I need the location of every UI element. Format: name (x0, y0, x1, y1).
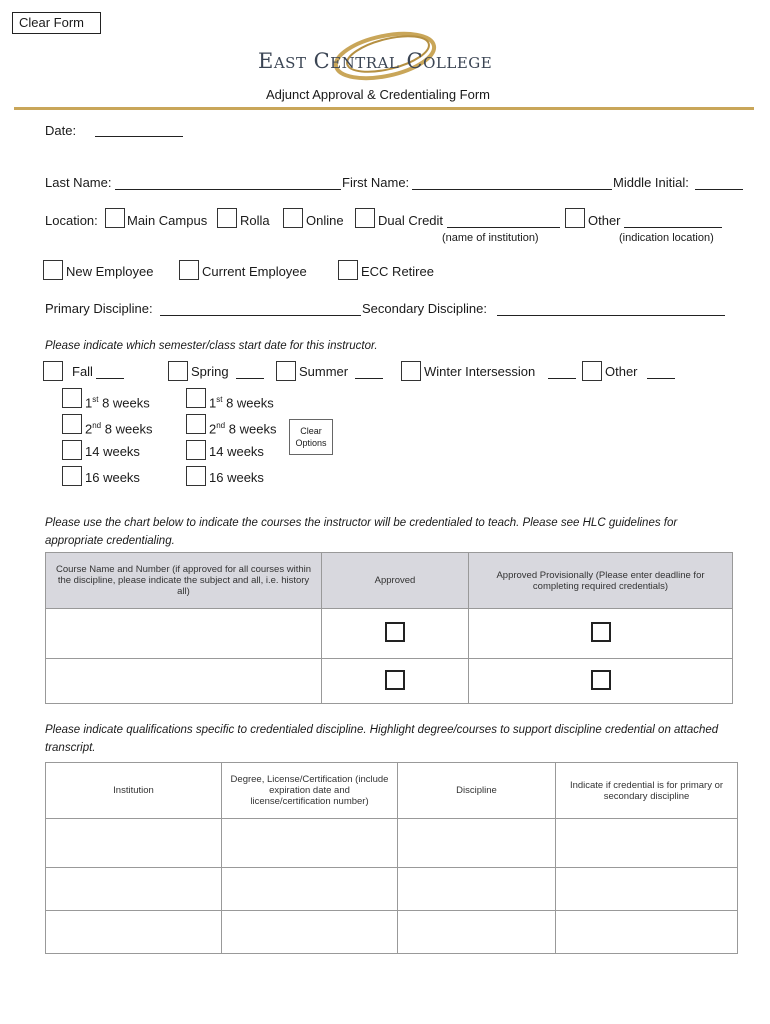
form-title: Adjunct Approval & Credentialing Form (266, 87, 491, 102)
rolla-label: Rolla (240, 213, 270, 228)
spring-14-weeks-checkbox[interactable] (186, 440, 206, 460)
institution-cell[interactable] (46, 911, 222, 954)
current-employee-label: Current Employee (202, 264, 307, 279)
other-location-label: Other (588, 213, 621, 228)
table-row (46, 659, 733, 704)
fall-1st-8-weeks-label: 1st 8 weeks (85, 395, 150, 411)
spring-checkbox[interactable] (168, 361, 188, 381)
discipline-cell[interactable] (398, 868, 556, 911)
dual-credit-label: Dual Credit (378, 213, 444, 228)
courses-table (45, 552, 733, 704)
online-checkbox[interactable] (283, 208, 303, 228)
summer-input[interactable] (355, 378, 383, 379)
spring-16-weeks-label: 16 weeks (209, 470, 264, 485)
provisional-checkbox[interactable] (591, 670, 611, 690)
fall-label: Fall (72, 364, 93, 379)
first-name-label: First Name: (342, 175, 410, 190)
fall-input[interactable] (96, 378, 124, 379)
discipline-cell[interactable] (398, 911, 556, 954)
provisional-cell (469, 659, 733, 704)
main-campus-checkbox[interactable] (105, 208, 125, 228)
new-employee-checkbox[interactable] (43, 260, 63, 280)
table-row (46, 868, 738, 911)
course-name-cell[interactable] (46, 659, 322, 704)
degree-cell[interactable] (222, 911, 398, 954)
summer-label: Summer (299, 364, 349, 379)
location-label: Location: (45, 213, 98, 228)
dual-credit-institution-input[interactable] (447, 227, 560, 228)
fall-16-weeks-label: 16 weeks (85, 470, 140, 485)
spring-1st-8-weeks-label: 1st 8 weeks (209, 395, 274, 411)
approved-checkbox[interactable] (385, 670, 405, 690)
college-name: East Central College (258, 49, 493, 73)
first-name-input[interactable] (412, 189, 612, 190)
rolla-checkbox[interactable] (217, 208, 237, 228)
qual-header-discipline: Discipline (398, 763, 556, 819)
spring-label: Spring (191, 364, 229, 379)
spring-16-weeks-checkbox[interactable] (186, 466, 206, 486)
last-name-label: Last Name: (45, 175, 112, 190)
spring-1st-8-weeks-checkbox[interactable] (186, 388, 206, 408)
spring-14-weeks-label: 14 weeks (209, 444, 264, 459)
online-label: Online (306, 213, 344, 228)
table-row (46, 911, 738, 954)
table-row (46, 609, 733, 659)
date-input[interactable] (95, 136, 183, 137)
fall-16-weeks-checkbox[interactable] (62, 466, 82, 486)
qual-header-institution: Institution (46, 763, 222, 819)
semester-prompt: Please indicate which semester/class start date for this instructor. (45, 340, 378, 352)
approved-cell (322, 609, 469, 659)
winter-intersession-input[interactable] (548, 378, 576, 379)
primary-secondary-cell[interactable] (556, 911, 738, 954)
fall-14-weeks-checkbox[interactable] (62, 440, 82, 460)
other-semester-input[interactable] (647, 378, 675, 379)
courses-header-approved: Approved (322, 553, 469, 609)
dual-credit-checkbox[interactable] (355, 208, 375, 228)
degree-cell[interactable] (222, 819, 398, 868)
courses-header-provisional: Approved Provisionally (Please enter deadline for completing required credentials) (469, 553, 733, 609)
fall-2nd-8-weeks-checkbox[interactable] (62, 414, 82, 434)
degree-cell[interactable] (222, 868, 398, 911)
courses-prompt: Please use the chart below to indicate the courses the instructor will be credentialed to teach. Please see HLC guidelines for appropriate credentialing. (45, 517, 678, 547)
other-location-input[interactable] (624, 227, 722, 228)
header-divider (14, 107, 754, 110)
discipline-cell[interactable] (398, 819, 556, 868)
approved-checkbox[interactable] (385, 622, 405, 642)
clear-options-button[interactable]: Clear Options (289, 419, 333, 455)
spring-2nd-8-weeks-checkbox[interactable] (186, 414, 206, 434)
dual-credit-hint: (name of institution) (442, 232, 539, 244)
fall-2nd-8-weeks-label: 2nd 8 weeks (85, 421, 153, 437)
courses-header-name: Course Name and Number (if approved for all courses within the discipline, please indicate the subject and all, i.e. history all) (46, 553, 322, 609)
primary-secondary-cell[interactable] (556, 819, 738, 868)
primary-discipline-label: Primary Discipline: (45, 301, 153, 316)
new-employee-label: New Employee (66, 264, 154, 279)
institution-cell[interactable] (46, 868, 222, 911)
primary-secondary-cell[interactable] (556, 868, 738, 911)
winter-intersession-checkbox[interactable] (401, 361, 421, 381)
course-name-cell[interactable] (46, 609, 322, 659)
qual-header-degree: Degree, License/Certification (include expiration date and license/certification number) (222, 763, 398, 819)
last-name-input[interactable] (115, 189, 341, 190)
provisional-cell (469, 609, 733, 659)
summer-checkbox[interactable] (276, 361, 296, 381)
other-semester-label: Other (605, 364, 638, 379)
ecc-retiree-label: ECC Retiree (361, 264, 434, 279)
ecc-retiree-checkbox[interactable] (338, 260, 358, 280)
table-row (46, 819, 738, 868)
main-campus-label: Main Campus (127, 213, 208, 228)
primary-discipline-input[interactable] (160, 315, 361, 316)
provisional-checkbox[interactable] (591, 622, 611, 642)
fall-1st-8-weeks-checkbox[interactable] (62, 388, 82, 408)
middle-initial-input[interactable] (695, 189, 743, 190)
institution-cell[interactable] (46, 819, 222, 868)
spring-input[interactable] (236, 378, 264, 379)
secondary-discipline-label: Secondary Discipline: (362, 301, 488, 316)
other-location-hint: (indication location) (619, 232, 714, 244)
fall-14-weeks-label: 14 weeks (85, 444, 140, 459)
winter-intersession-label: Winter Intersession (424, 364, 536, 379)
current-employee-checkbox[interactable] (179, 260, 199, 280)
approved-cell (322, 659, 469, 704)
date-label: Date: (45, 123, 77, 138)
secondary-discipline-input[interactable] (497, 315, 725, 316)
spring-2nd-8-weeks-label: 2nd 8 weeks (209, 421, 277, 437)
qualifications-prompt: Please indicate qualifications specific to credentialed discipline. Highlight degree/courses to support discipline credential on attached transcript. (45, 724, 719, 754)
middle-initial-label: Middle Initial: (613, 175, 689, 190)
clear-form-button[interactable]: Clear Form (12, 12, 101, 34)
qualifications-table (45, 762, 738, 954)
other-semester-checkbox[interactable] (582, 361, 602, 381)
fall-checkbox[interactable] (43, 361, 63, 381)
qual-header-primary-secondary: Indicate if credential is for primary or secondary discipline (556, 763, 738, 819)
other-location-checkbox[interactable] (565, 208, 585, 228)
